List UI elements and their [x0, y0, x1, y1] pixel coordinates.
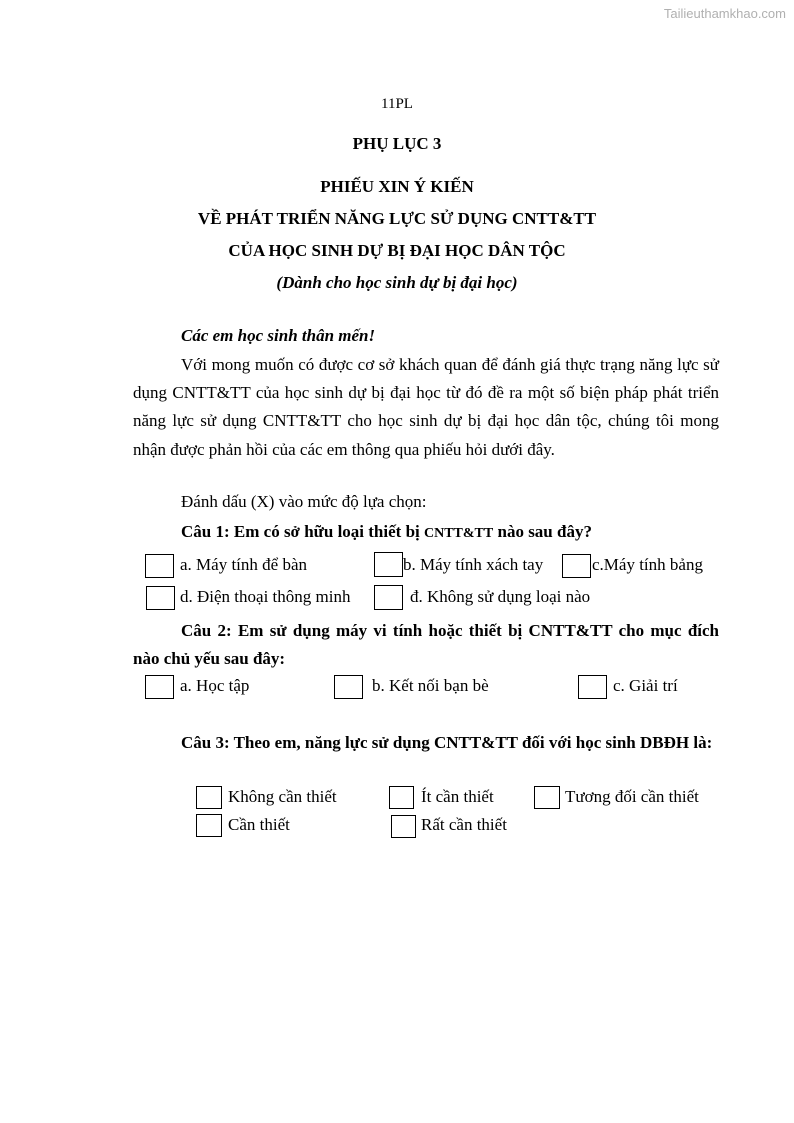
q2-option-b: b. Kết nối bạn bè	[372, 676, 489, 695]
q3-option-4: Cần thiết	[228, 815, 290, 834]
form-title-line3: CỦA HỌC SINH DỰ BỊ ĐẠI HỌC DÂN TỘC	[228, 241, 566, 260]
question-1: Câu 1: Em có sở hữu loại thiết bị CNTT&TT nào sau đây?	[181, 522, 592, 541]
question-2: Câu 2: Em sử dụng máy vi tính hoặc thiết bị CNTT&TT cho mục đích nào chủ yếu sau đây:	[133, 621, 719, 668]
q1-option-b: b. Máy tính xách tay	[403, 555, 544, 574]
appendix-title: PHỤ LỤC 3	[352, 134, 442, 153]
q3-option-1: Không cần thiết	[228, 787, 337, 806]
instruction: Đánh dấu (X) vào mức độ lựa chọn:	[181, 492, 427, 511]
greeting: Các em học sinh thân mến!	[181, 326, 376, 345]
q1-checkbox-d[interactable]	[146, 586, 175, 610]
form-title-line2: VỀ PHÁT TRIỂN NĂNG LỰC SỬ DỤNG CNTT&TT	[197, 209, 597, 228]
q2-checkbox-c[interactable]	[578, 675, 607, 699]
q3-option-3: Tương đối cần thiết	[565, 787, 699, 806]
q2-checkbox-b[interactable]	[334, 675, 363, 699]
q1-checkbox-c[interactable]	[562, 554, 591, 578]
q1-option-d: d. Điện thoại thông minh	[180, 587, 351, 606]
q2-checkbox-a[interactable]	[145, 675, 174, 699]
q3-option-5: Rất cần thiết	[421, 815, 507, 834]
intro-paragraph: Với mong muốn có được cơ sở khách quan để đánh giá thực trạng năng lực sử dụng CNTT&TT của học sinh dự bị đại học từ đó đề ra một số biện pháp phát triển năng lực sử dụng CNTT&TT cho học sinh dự bị đại học dân tộc, chúng tôi mong nhận được phản hồi của các em thông qua phiếu hỏi dưới đây.	[133, 355, 719, 459]
q1-checkbox-b[interactable]	[374, 552, 403, 577]
q2-option-a: a. Học tập	[180, 676, 250, 695]
q3-checkbox-4[interactable]	[196, 814, 222, 837]
q2-option-c: c. Giải trí	[613, 676, 678, 695]
watermark: Tailieuthamkhao.com	[663, 6, 786, 21]
q1-option-c: c.Máy tính bảng	[592, 555, 703, 574]
q3-checkbox-5[interactable]	[391, 815, 416, 838]
q3-checkbox-3[interactable]	[534, 786, 560, 809]
form-title: PHIẾU XIN Ý KIẾN	[320, 177, 474, 196]
question-3: Câu 3: Theo em, năng lực sử dụng CNTT&TT đối với học sinh DBĐH là:	[181, 733, 713, 752]
q3-checkbox-1[interactable]	[196, 786, 222, 809]
q3-checkbox-2[interactable]	[389, 786, 414, 809]
q3-option-2: Ít cần thiết	[421, 787, 494, 806]
q1-checkbox-a[interactable]	[145, 554, 174, 578]
q1-option-a: a. Máy tính để bàn	[180, 555, 307, 574]
q1-option-dd: đ. Không sử dụng loại nào	[410, 587, 591, 606]
page-code: 11PL	[381, 96, 413, 112]
q1-checkbox-dd[interactable]	[374, 585, 403, 610]
form-subtitle: (Dành cho học sinh dự bị đại học)	[276, 273, 518, 292]
